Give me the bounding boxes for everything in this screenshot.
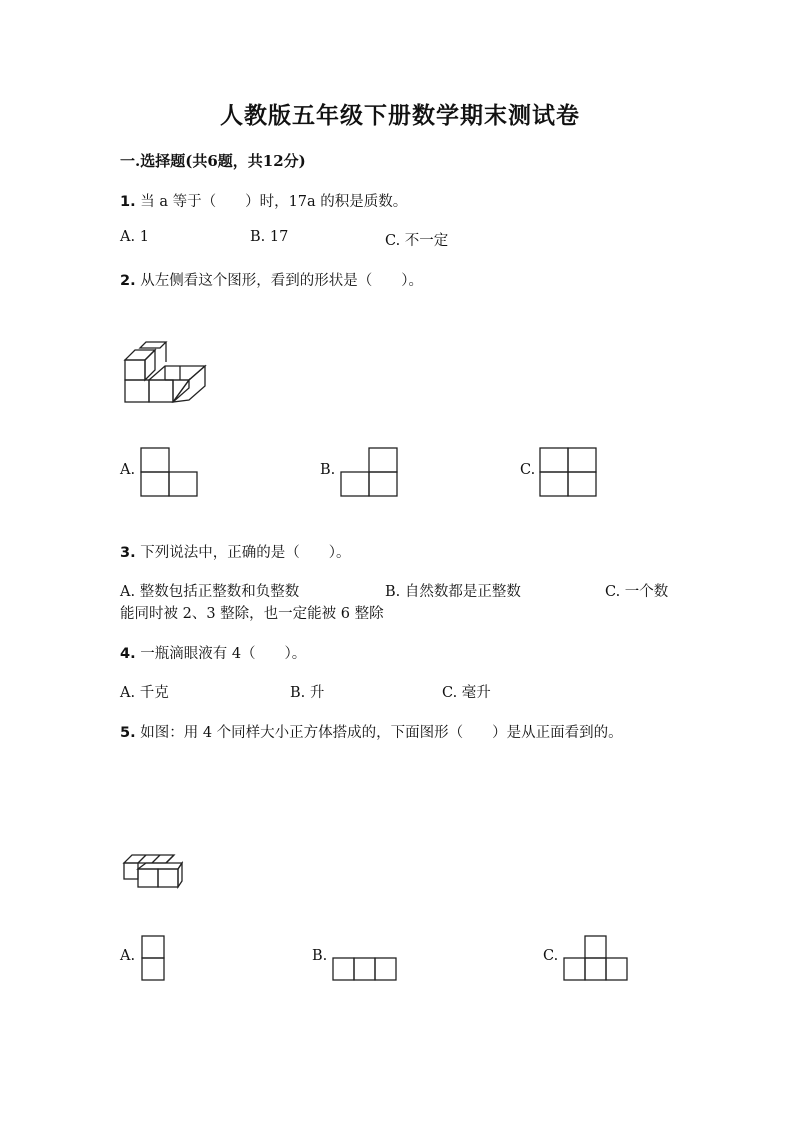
- q4-option-c[interactable]: C. 毫升: [442, 685, 491, 701]
- q3-option-c[interactable]: C. 一个数: [605, 584, 669, 600]
- q3-option-a[interactable]: A. 整数包括正整数和负整数: [120, 584, 300, 600]
- question-text: 如图：用 4 个同样大小正方体搭成的，下面图形（ ）是从正面看到的。: [140, 725, 623, 741]
- question-5: [120, 721, 623, 742]
- question-3: [120, 541, 350, 562]
- question-number: 3.: [120, 545, 136, 561]
- question-number: 5.: [120, 725, 136, 741]
- q5-option-b[interactable]: B.: [312, 948, 328, 964]
- q2-option-b-shape: [340, 447, 400, 499]
- q5-option-a-shape: [141, 935, 167, 985]
- question-1: [120, 190, 407, 211]
- question-text: 下列说法中，正确的是（ ）。: [140, 545, 351, 561]
- question-2: [120, 269, 423, 290]
- q2-option-c-shape: [539, 447, 599, 499]
- section-heading: 一.选择题(共6题，共12分): [120, 152, 306, 170]
- question-number: 2.: [120, 273, 136, 289]
- q5-option-c-shape: [563, 935, 631, 985]
- q2-cube-figure: [120, 340, 210, 405]
- q2-option-a-shape: [140, 447, 200, 499]
- question-text: 一瓶滴眼液有 4（ ）。: [140, 646, 307, 662]
- q1-option-a[interactable]: A. 1: [120, 229, 149, 245]
- question-number: 1.: [120, 194, 136, 210]
- q1-option-b[interactable]: B. 17: [250, 229, 289, 245]
- q2-option-b[interactable]: B.: [320, 462, 336, 478]
- question-text: 当 a 等于（ ）时，17a 的积是质数。: [140, 194, 408, 210]
- q3-option-c-continuation: 能同时被 2、3 整除，也一定能被 6 整除: [120, 606, 384, 622]
- q4-option-b[interactable]: B. 升: [290, 685, 325, 701]
- question-number: 4.: [120, 646, 136, 662]
- question-4: [120, 642, 306, 663]
- q5-option-c[interactable]: C.: [543, 948, 559, 964]
- q5-option-b-shape: [332, 957, 400, 983]
- q2-option-c[interactable]: C.: [520, 462, 536, 478]
- q5-option-a[interactable]: A.: [120, 948, 136, 964]
- q3-option-b[interactable]: B. 自然数都是正整数: [385, 584, 521, 600]
- page-title: 人教版五年级下册数学期末测试卷: [220, 102, 580, 129]
- question-text: 从左侧看这个图形，看到的形状是（ ）。: [140, 273, 423, 289]
- q5-cube-figure: [122, 853, 187, 891]
- q2-option-a[interactable]: A.: [120, 462, 136, 478]
- q4-option-a[interactable]: A. 千克: [120, 685, 169, 701]
- q1-option-c[interactable]: C. 不一定: [385, 233, 449, 249]
